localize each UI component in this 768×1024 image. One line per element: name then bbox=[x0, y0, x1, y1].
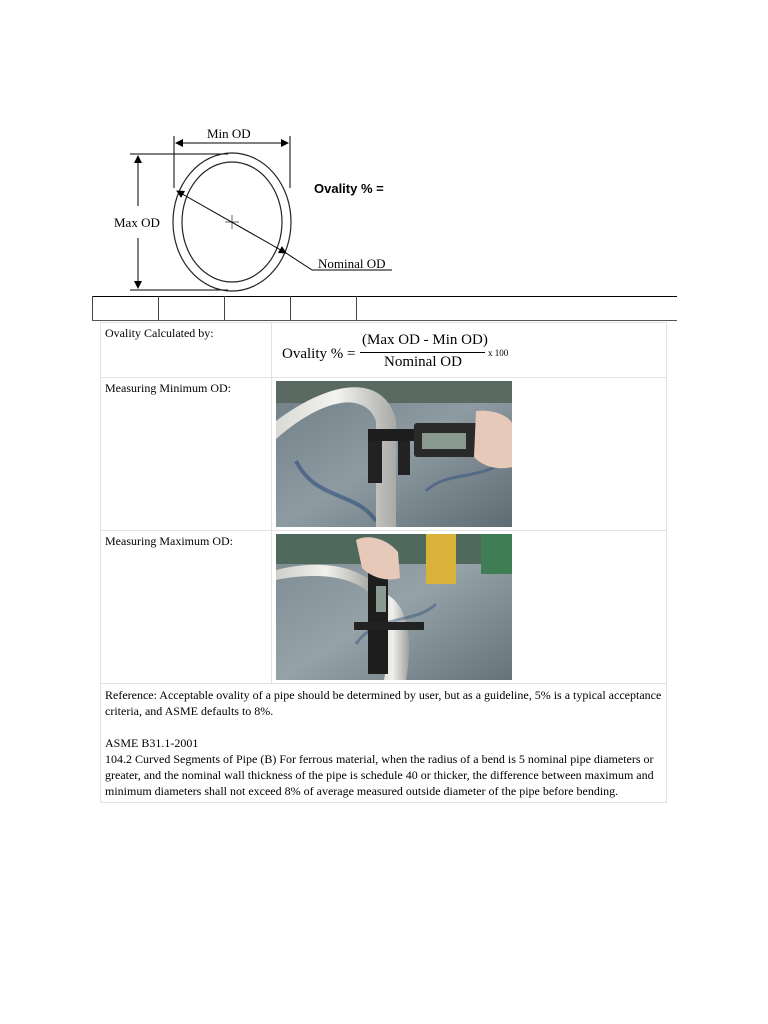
max-od-measurement-photo bbox=[276, 534, 512, 680]
divider-cell bbox=[290, 296, 291, 320]
reference-cell bbox=[101, 684, 667, 803]
divider-cell bbox=[92, 296, 93, 320]
divider-cell bbox=[356, 296, 357, 320]
ovality-formula bbox=[276, 326, 662, 374]
ovality-table bbox=[100, 322, 667, 803]
photo-cell bbox=[272, 531, 667, 684]
row-label: Measuring Minimum OD: bbox=[101, 378, 272, 531]
divider-cell bbox=[158, 296, 159, 320]
fraction-bar bbox=[360, 352, 485, 353]
asme-standard: ASME B31.1-2001 bbox=[105, 736, 199, 750]
divider-row bbox=[92, 296, 677, 321]
reference-text: Reference: Acceptable ovality of a pipe should be determined by user, but as a guideline, 5% is a typical acceptance criteria, and ASME defaults to 8%. bbox=[105, 688, 662, 718]
pipe-ovality-diagram bbox=[100, 118, 410, 298]
table-row bbox=[101, 323, 667, 378]
table-row bbox=[101, 531, 667, 684]
formula-lhs: Ovality % = bbox=[282, 346, 356, 362]
max-od-label: Max OD bbox=[114, 215, 160, 230]
row-label: Measuring Maximum OD: bbox=[101, 531, 272, 684]
formula-cell bbox=[272, 323, 667, 378]
nominal-od-label: Nominal OD bbox=[318, 256, 386, 271]
min-od-measurement-photo bbox=[276, 381, 512, 527]
photo-cell bbox=[272, 378, 667, 531]
min-od-label: Min OD bbox=[207, 126, 251, 141]
formula-numerator: (Max OD - Min OD) bbox=[362, 332, 488, 348]
divider-cell bbox=[224, 296, 225, 320]
ovality-percent-label: Ovality % = bbox=[314, 181, 384, 196]
divider-bottom-line bbox=[92, 320, 677, 321]
asme-clause: 104.2 Curved Segments of Pipe (B) For ferrous material, when the radius of a bend is 5 nominal pipe diameters or greater, and the nominal wall thickness of the pipe is schedule 40 or thicker, the difference between maximum and minimum diameters shall not exceed 8% of average measured outside diameter of the pipe before bending. bbox=[105, 752, 654, 798]
formula-multiplier: x 100 bbox=[488, 348, 509, 358]
formula-denominator: Nominal OD bbox=[384, 354, 462, 370]
table-row bbox=[101, 378, 667, 531]
ovality-diagram-svg bbox=[100, 118, 410, 298]
table-row bbox=[101, 684, 667, 803]
divider-top-line bbox=[92, 296, 677, 297]
row-label: Ovality Calculated by: bbox=[101, 323, 272, 378]
